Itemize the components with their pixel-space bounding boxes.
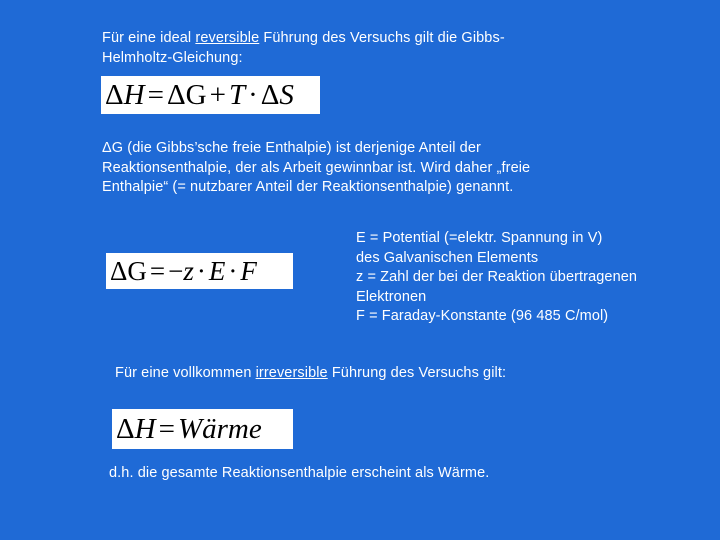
temperature-variable: T <box>228 78 246 111</box>
enthalpy-variable: H <box>134 412 156 445</box>
irreversible-text-end: Führung des Versuchs gilt: <box>327 365 507 381</box>
multiply-dot: · <box>248 78 258 111</box>
irreversible-text <box>115 364 506 384</box>
charge-number-variable: z <box>183 255 194 286</box>
heat-term: Wärme <box>177 412 262 445</box>
equals-sign: = <box>158 412 175 445</box>
conclusion-text: d.h. die gesamte Reaktionsenthalpie erscheint als Wärme. <box>109 465 490 481</box>
intro-text <box>102 29 505 68</box>
delta-symbol: Δ <box>166 78 186 111</box>
intro-text-end: Führung des Versuchs gilt die Gibbs- <box>259 30 505 46</box>
gibbs-explanation <box>102 139 530 198</box>
irreversible-text-start: Für eine vollkommen <box>115 365 256 381</box>
definition-line-2: des Galvanischen Elements <box>356 249 539 266</box>
definition-line-3: z = Zahl der bei der Reaktion übertragenen <box>356 269 638 285</box>
explanation-line-3: Enthalpie“ (= nutzbarer Anteil der Reaktionsenthalpie) genannt. <box>102 179 514 195</box>
delta-symbol: Δ <box>105 78 124 111</box>
plus-sign: + <box>209 78 226 111</box>
gibbs-variable: G <box>185 78 207 111</box>
variable-definitions <box>356 229 637 327</box>
reversible-term: reversible <box>195 30 260 46</box>
delta-symbol: Δ <box>260 78 280 111</box>
intro-text-start: Für eine ideal <box>102 30 196 46</box>
minus-sign: − <box>168 255 184 286</box>
equals-sign: = <box>147 78 164 111</box>
gibbs-helmholtz-formula <box>101 76 320 114</box>
enthalpy-variable: H <box>123 78 145 111</box>
delta-symbol: Δ <box>116 412 135 445</box>
explanation-line-2: Reaktionsenthalpie, der als Arbeit gewinnbar ist. Wird daher „freie <box>102 159 531 176</box>
potential-variable: E <box>208 255 226 286</box>
gibbs-variable: G <box>127 255 147 286</box>
heat-formula <box>112 409 293 449</box>
multiply-dot: · <box>228 255 238 286</box>
definition-line-1: E = Potential (=elektr. Spannung in V) <box>356 230 603 246</box>
explanation-line-1: ΔG (die Gibbs’sche freie Enthalpie) ist derjenige Anteil der <box>102 140 481 156</box>
equals-sign: = <box>149 255 166 286</box>
entropy-variable: S <box>279 78 294 111</box>
multiply-dot: · <box>196 255 206 286</box>
free-enthalpy-formula <box>106 253 293 289</box>
definition-line-5: F = Faraday-Konstante (96 485 C/mol) <box>356 308 609 324</box>
intro-text-line2: Helmholtz-Gleichung: <box>102 49 243 66</box>
delta-symbol: Δ <box>110 255 128 286</box>
faraday-variable: F <box>240 255 257 286</box>
irreversible-term: irreversible <box>255 365 328 381</box>
definition-line-4: Elektronen <box>356 288 427 305</box>
